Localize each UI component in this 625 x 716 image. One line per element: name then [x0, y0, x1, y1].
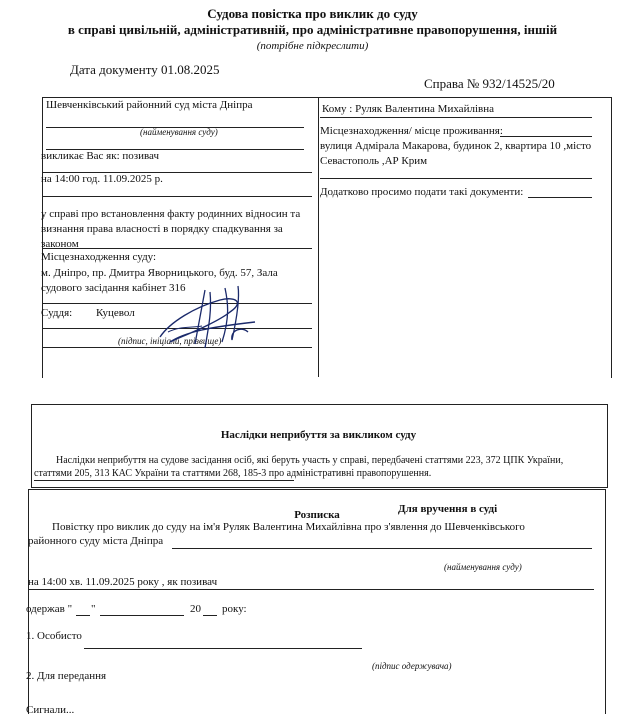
- divider-line: [42, 248, 312, 249]
- recipient: Кому : Руляк Валентина Михайлівна: [322, 103, 494, 115]
- underline-note: (потрібне підкреслити): [256, 40, 369, 52]
- divider-line: [42, 196, 312, 197]
- divider-line: [172, 548, 592, 549]
- divider-line: [320, 117, 592, 118]
- receipt-court-caption: (найменування суду): [444, 562, 522, 572]
- receipt-right-border: [605, 489, 606, 714]
- residence-label: Місцезнаходження/ місце проживання:: [320, 125, 503, 137]
- receipt-item-2: 2. Для передання: [26, 670, 107, 682]
- court-name-caption: (найменування суду): [140, 127, 218, 137]
- receipt-cutoff-text: Сигнали...: [26, 704, 75, 716]
- summons-role: викликає Вас як: позивач: [41, 150, 160, 162]
- court-name: Шевченківський районний суд міста Дніпра: [46, 99, 253, 111]
- case-subject: у справі про встановлення факту родинних відносин та визнання права власності в порядку спадкування за законом: [41, 208, 301, 250]
- divider-line: [320, 178, 592, 179]
- court-location-label: Місцезнаходження суду:: [41, 251, 157, 263]
- signature-caption: (підпис, ініціали, прізвище): [118, 336, 222, 346]
- received-mid: ": [91, 603, 96, 615]
- case-number: Справа № 932/14525/20: [424, 76, 555, 91]
- residence-line-1: вулиця Адмірала Макарова, будинок 2, квартира 10 ,місто: [320, 140, 592, 152]
- divider-line: [34, 480, 294, 481]
- divider-line: [500, 136, 592, 137]
- year-blank: [203, 615, 217, 616]
- judge-name: Куцевол: [96, 307, 135, 319]
- extra-documents: Додатково просимо подати такі документи:: [320, 186, 524, 198]
- received-year-prefix: 20: [190, 603, 201, 615]
- receipt-title: Розписка: [294, 509, 340, 521]
- residence-line-2: Севастополь ,АР Крим: [320, 155, 428, 167]
- hearing-time: на 14:00 год. 11.09.2025 р.: [41, 173, 163, 185]
- receipt-line-1: Повістку про виклик до суду на ім'я Руляк Валентина Михайлівна про з'явлення до Шевченківського: [52, 521, 525, 533]
- judge-signature-icon: [150, 282, 265, 352]
- month-blank: [100, 615, 184, 616]
- received-suffix: року:: [222, 603, 247, 615]
- recipient-signature-caption: (підпис одержувача): [372, 661, 452, 671]
- document-subtitle: в справі цивільній, адміністративній, про адміністративне правопорушення, іншій: [67, 22, 558, 37]
- received-prefix: одержав ": [26, 603, 73, 615]
- document-title: Судова повістка про виклик до суду: [207, 6, 418, 21]
- receipt-time: на 14:00 хв. 11.09.2025 року , як позивач: [28, 576, 218, 588]
- court-location-value: м. Дніпро, пр. Дмитра Яворницького, буд. 57, Зала судового засідання кабінет 316: [41, 267, 278, 294]
- for-delivery-label: Для вручення в суді: [398, 503, 498, 515]
- day-blank: [76, 615, 90, 616]
- signature-blank: [84, 648, 362, 649]
- receipt-item-1: 1. Особисто: [26, 630, 82, 642]
- receipt-line-2: районного суду міста Дніпра: [28, 535, 164, 547]
- judge-label: Суддя:: [41, 307, 73, 319]
- column-divider: [318, 97, 319, 377]
- divider-line: [28, 589, 594, 590]
- consequences-text-1: Наслідки неприбуття на судове засідання осіб, які беруть участь у справі, передбачені статтями 223, 372 ЦПК України,: [56, 455, 564, 466]
- document-date: Дата документу 01.08.2025: [70, 62, 220, 77]
- consequences-text-2: статтями 205, 313 КАС України та статтями 268, 185-3 про адміністративні правопорушення.: [34, 468, 432, 479]
- receipt-top-border: [28, 489, 606, 490]
- divider-line: [528, 197, 592, 198]
- consequences-title: Наслідки неприбуття за викликом суду: [220, 429, 417, 441]
